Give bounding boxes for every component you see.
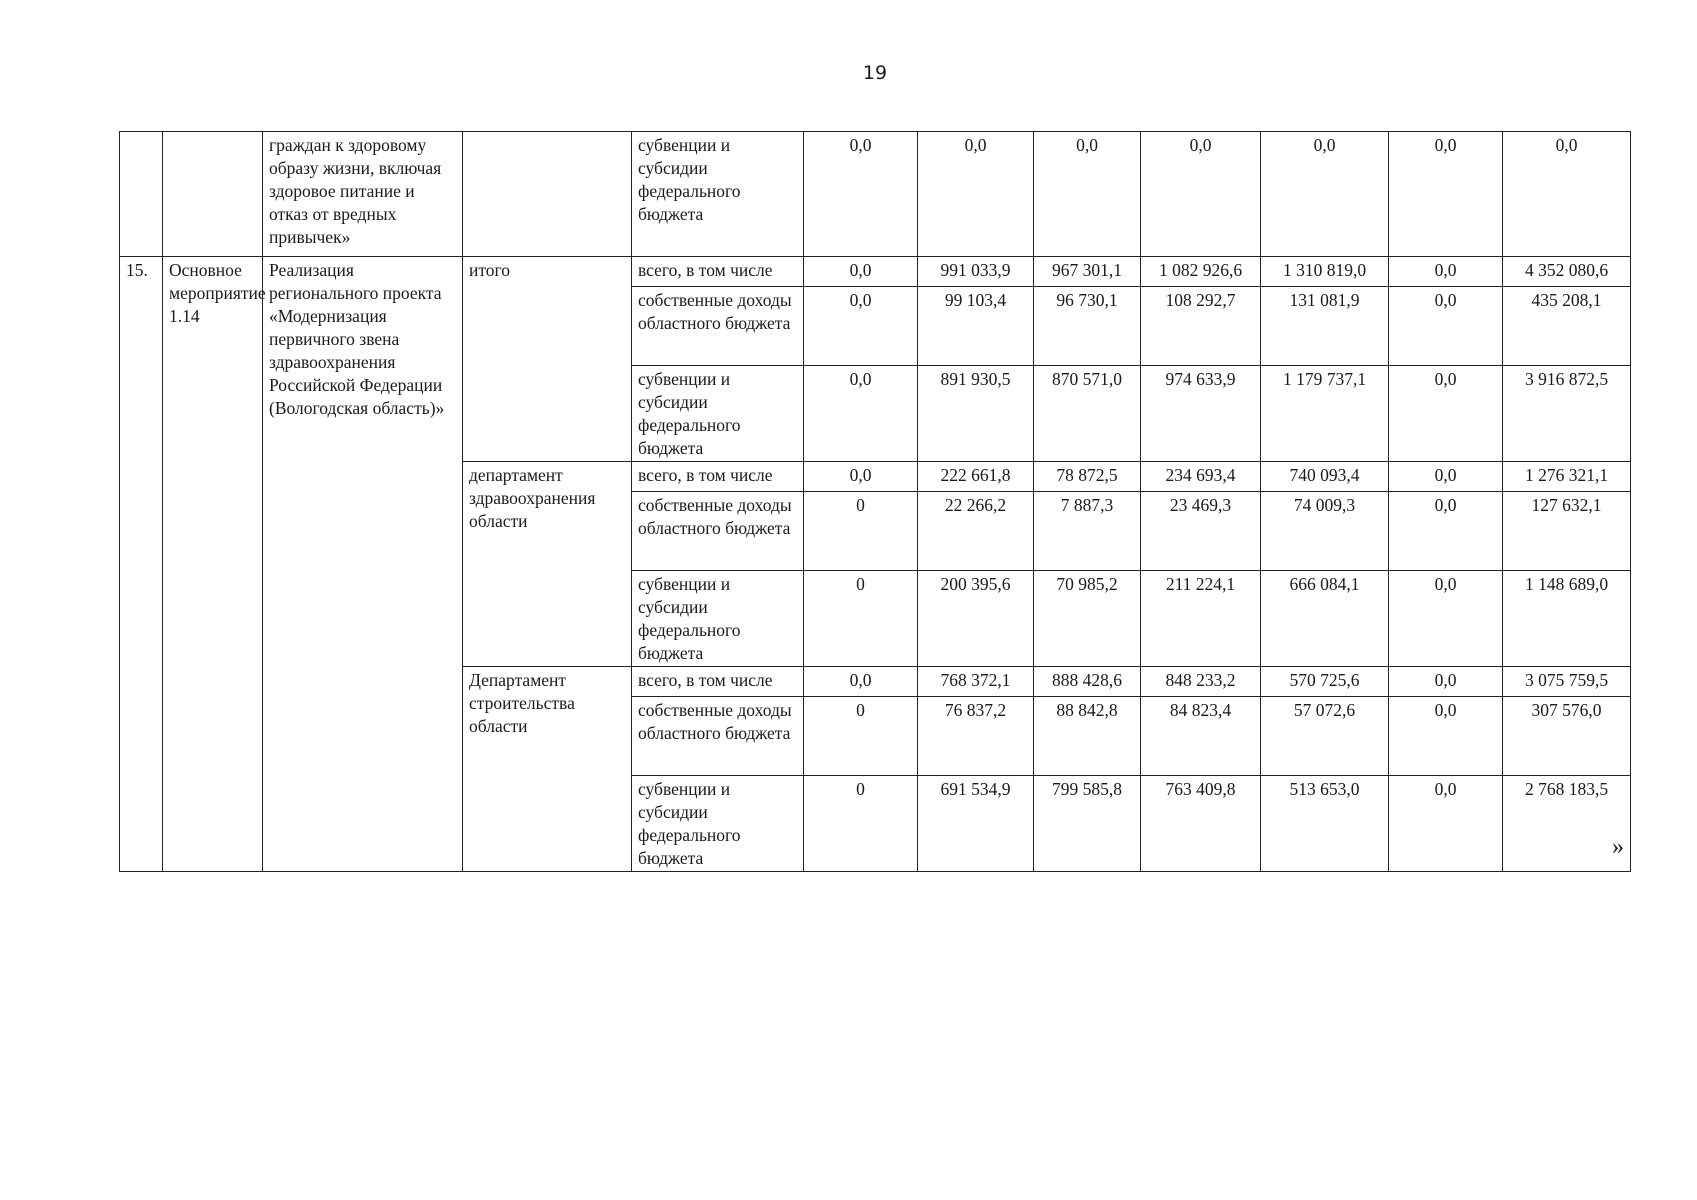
row-number-cell [120,132,163,257]
value-cell: 0,0 [1261,132,1389,257]
value-cell: 870 571,0 [1034,366,1141,462]
value-cell: 99 103,4 [918,287,1034,366]
funding-source-cell: всего, в том числе [632,462,804,492]
measure-type-cell [163,132,263,257]
value-cell: 7 887,3 [1034,492,1141,571]
value-cell: 0,0 [1389,366,1503,462]
value-cell: 23 469,3 [1141,492,1261,571]
value-cell: 1 310 819,0 [1261,257,1389,287]
value-cell: 0,0 [1389,132,1503,257]
value-cell: 0 [804,697,918,776]
funding-source-cell: собственные доходы областного бюджета [632,697,804,776]
value-cell: 848 233,2 [1141,667,1261,697]
measure-type-cell: Основное мероприятие 1.14 [163,257,263,872]
executor-cell: итого [463,257,632,462]
value-cell: 108 292,7 [1141,287,1261,366]
value-cell: 513 653,0 [1261,776,1389,872]
value-cell: 0,0 [1389,492,1503,571]
value-cell: 0,0 [1141,132,1261,257]
value-cell: 991 033,9 [918,257,1034,287]
funding-source-cell: субвенции и субсидии федерального бюджета [632,132,804,257]
value-cell: 84 823,4 [1141,697,1261,776]
value-cell: 74 009,3 [1261,492,1389,571]
funding-source-cell: субвенции и субсидии федерального бюджета [632,366,804,462]
value-cell: 0,0 [1389,776,1503,872]
value-cell: 891 930,5 [918,366,1034,462]
value-cell: 0,0 [1389,287,1503,366]
funding-source-cell: всего, в том числе [632,667,804,697]
value-cell: 666 084,1 [1261,571,1389,667]
value-cell: 234 693,4 [1141,462,1261,492]
value-cell: 4 352 080,6 [1503,257,1631,287]
value-cell: 57 072,6 [1261,697,1389,776]
value-cell: 1 276 321,1 [1503,462,1631,492]
value-cell: 0,0 [1389,257,1503,287]
table-row [120,132,1631,257]
executor-cell: департамент здравоохранения области [463,462,632,667]
value-cell: 763 409,8 [1141,776,1261,872]
value-cell: 0,0 [1389,667,1503,697]
executor-cell: Департамент строительства области [463,667,632,872]
row-number-cell: 15. [120,257,163,872]
value-cell: 974 633,9 [1141,366,1261,462]
funding-source-cell: собственные доходы областного бюджета [632,492,804,571]
value-cell: 0 [804,571,918,667]
value-cell: 888 428,6 [1034,667,1141,697]
value-cell: 88 842,8 [1034,697,1141,776]
value-cell: 131 081,9 [1261,287,1389,366]
value-cell: 211 224,1 [1141,571,1261,667]
value-cell: 0,0 [804,667,918,697]
value-cell: 768 372,1 [918,667,1034,697]
value-cell: 22 266,2 [918,492,1034,571]
value-cell: 1 082 926,6 [1141,257,1261,287]
value-cell: 0 [804,492,918,571]
value-cell: 0,0 [1034,132,1141,257]
value-cell: 76 837,2 [918,697,1034,776]
page-number: 19 [862,62,888,84]
value-cell: 740 093,4 [1261,462,1389,492]
value-cell: 967 301,1 [1034,257,1141,287]
value-cell: 3 916 872,5 [1503,366,1631,462]
value-cell: 0 [804,776,918,872]
value-cell: 0,0 [804,257,918,287]
measure-name-cell: Реализация регионального проекта «Модернизация первичного звена здравоохранения Российской Федерации (Вологодская область)» [263,257,463,872]
funding-source-cell: субвенции и субсидии федерального бюджета [632,571,804,667]
budget-table [119,131,1631,872]
value-cell: 0,0 [1389,697,1503,776]
closing-quote: » [1612,834,1624,860]
value-cell: 799 585,8 [1034,776,1141,872]
value-cell: 70 985,2 [1034,571,1141,667]
table-row [120,257,1631,287]
value-cell: 435 208,1 [1503,287,1631,366]
value-cell: 200 395,6 [918,571,1034,667]
value-cell: 0,0 [1389,462,1503,492]
value-cell: 691 534,9 [918,776,1034,872]
value-cell: 78 872,5 [1034,462,1141,492]
value-cell: 1 148 689,0 [1503,571,1631,667]
value-cell: 0,0 [1389,571,1503,667]
value-cell: 127 632,1 [1503,492,1631,571]
executor-cell [463,132,632,257]
value-cell: 307 576,0 [1503,697,1631,776]
value-cell: 0,0 [804,462,918,492]
value-cell: 2 768 183,5 [1503,776,1631,872]
value-cell: 0,0 [804,366,918,462]
value-cell: 3 075 759,5 [1503,667,1631,697]
value-cell: 0,0 [804,287,918,366]
value-cell: 570 725,6 [1261,667,1389,697]
value-cell: 222 661,8 [918,462,1034,492]
funding-source-cell: собственные доходы областного бюджета [632,287,804,366]
value-cell: 0,0 [1503,132,1631,257]
value-cell: 1 179 737,1 [1261,366,1389,462]
measure-name-cell: граждан к здоровому образу жизни, включая здоровое питание и отказ от вредных привычек» [263,132,463,257]
value-cell: 96 730,1 [1034,287,1141,366]
value-cell: 0,0 [918,132,1034,257]
value-cell: 0,0 [804,132,918,257]
funding-source-cell: всего, в том числе [632,257,804,287]
funding-source-cell: субвенции и субсидии федерального бюджета [632,776,804,872]
